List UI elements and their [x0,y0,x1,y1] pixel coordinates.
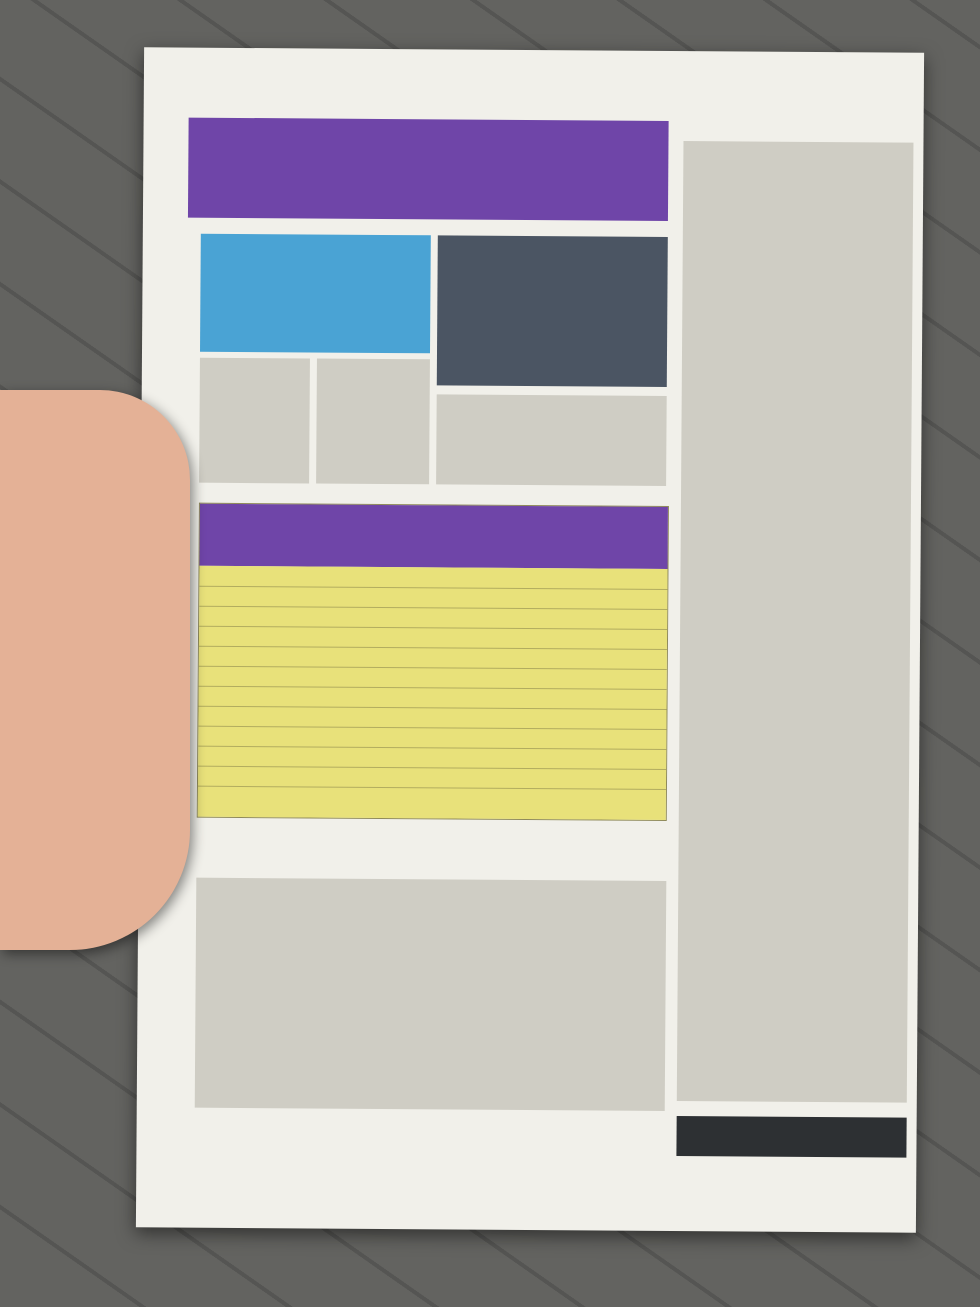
text-column-3 [436,394,667,486]
schedule-body [198,566,668,820]
schedule-table [197,503,669,821]
hand-holding-paper [0,390,190,950]
footer-bar [676,1116,906,1158]
header-image-right [437,235,668,387]
text-column-2 [316,359,430,485]
masthead-banner [188,118,669,221]
schedule-header [200,504,668,569]
text-column-1 [199,358,310,484]
newspaper-page [136,47,924,1232]
article-columns [195,878,667,1111]
header-image-left [200,234,431,354]
sidebar-content [677,141,914,1103]
